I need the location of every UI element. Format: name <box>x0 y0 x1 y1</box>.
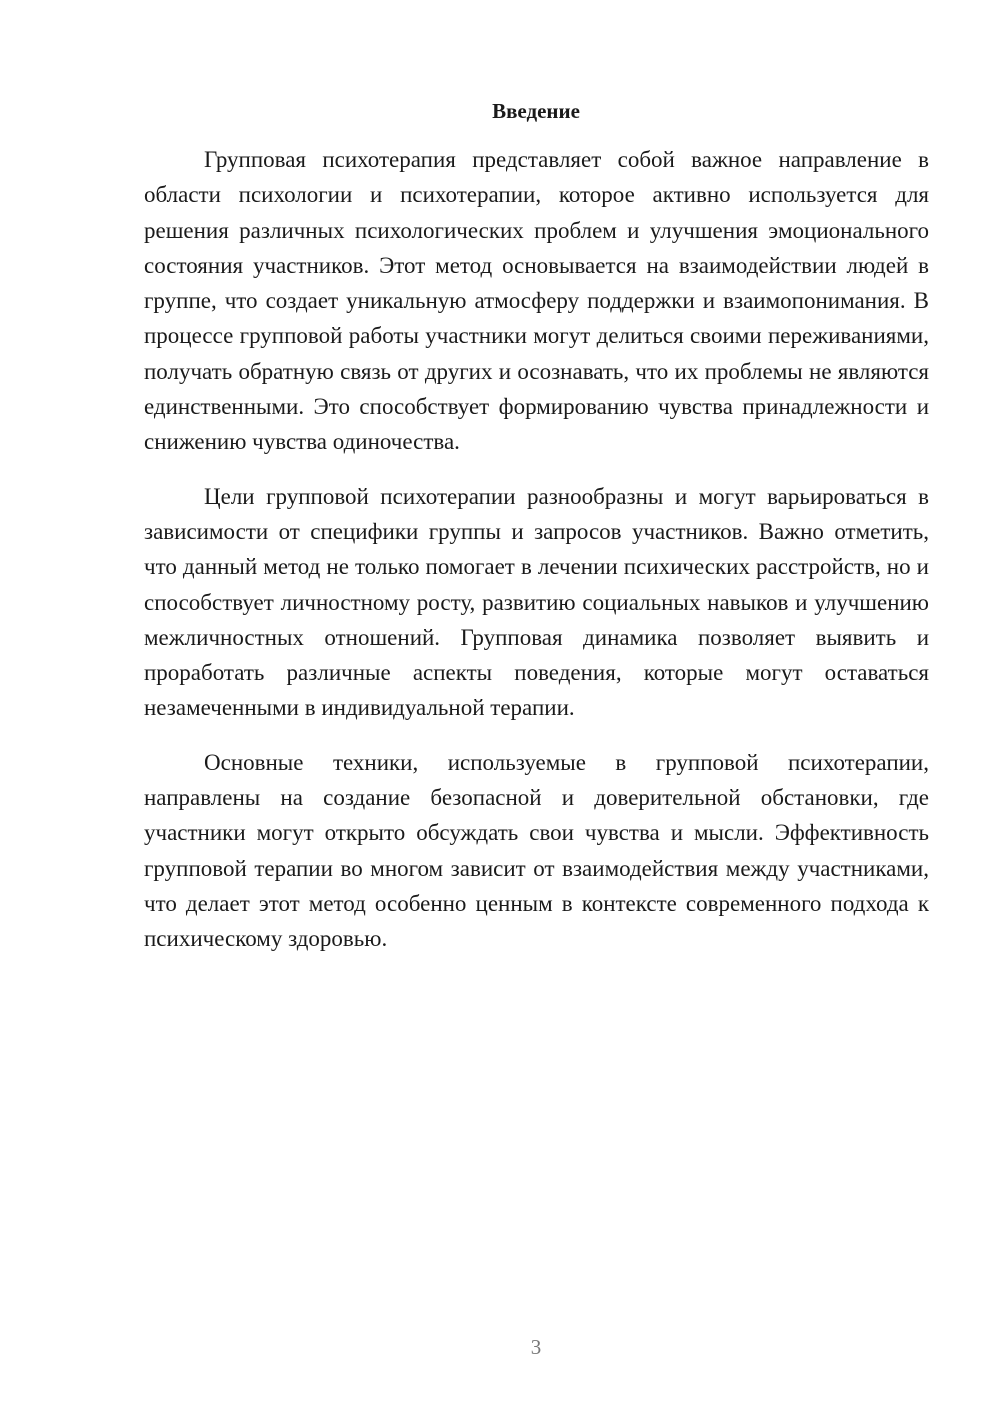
paragraph-1: Групповая психотерапия представляет собой важное направление в области психологии и психотерапии, которое активно используется для решения различных психологических проблем и улучшения эмоционального состояния участников. Этот метод основывается на взаимодействии людей в группе, что создает уникальную атмосферу поддержки и взаимопонимания. В процессе групповой работы участники могут делиться своими переживаниями, получать обратную связь от других и осознавать, что их проблемы не являются единственными. Это способствует формированию чувства принадлежности и снижению чувства одиночества. <box>144 147 929 455</box>
body-text <box>144 142 929 976</box>
section-heading: Введение <box>492 99 580 123</box>
paragraph-3: Основные техники, используемые в групповой психотерапии, направлены на создание безопасной и доверительной обстановки, где участники могут открыто обсуждать свои чувства и мысли. Эффективность групповой терапии во многом зависит от взаимодействия между участниками, что делает этот метод особенно ценным в контексте современного подхода к психическому здоровью. <box>144 749 929 952</box>
paragraph-2: Цели групповой психотерапии разнообразны и могут варьироваться в зависимости от специфики группы и запросов участников. Важно отметить, что данный метод не только помогает в лечении психических расстройств, но и способствует личностному росту, развитию социальных навыков и улучшению межличностных отношений. Групповая динамика позволяет выявить и проработать различные аспекты поведения, которые могут оставаться незамеченными в индивидуальной терапии. <box>144 483 929 721</box>
page-number: 3 <box>530 1335 542 1359</box>
